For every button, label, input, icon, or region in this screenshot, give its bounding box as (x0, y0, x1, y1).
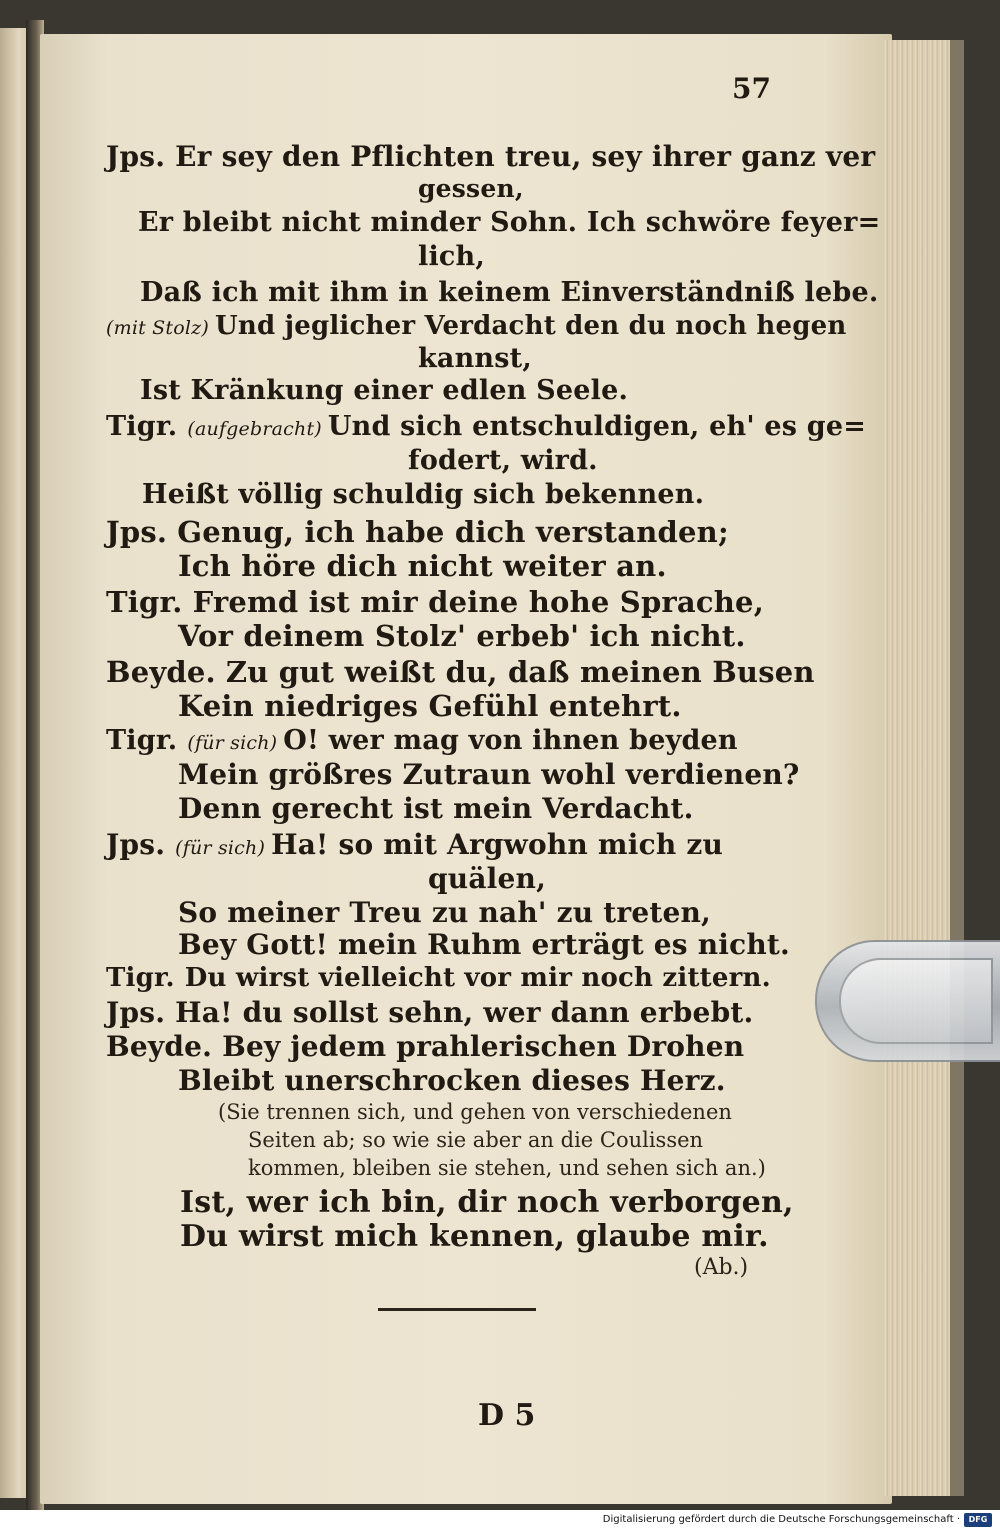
text-line (418, 342, 532, 375)
text-line (106, 586, 764, 619)
verse-text: Kein niedriges Gefühl entehrt. (178, 689, 682, 723)
speaker-name: Tigr. (106, 411, 178, 442)
verse-text: Ha! du sollst sehn, wer dann erbebt. (175, 996, 754, 1029)
verse-text: fodert, wird. (408, 445, 598, 476)
page-clip (815, 940, 1000, 1062)
text-line (106, 1030, 744, 1063)
verse-text: quälen, (428, 862, 547, 895)
verse-text: Ich höre dich nicht weiter an. (178, 549, 667, 583)
verse-text: Zu gut weißt du, daß meinen Busen (225, 655, 815, 689)
page-number: 57 (732, 72, 771, 105)
text-line (106, 828, 723, 865)
signature-mark: D 5 (478, 1398, 536, 1433)
verse-text: So meiner Treu zu nah' zu treten, (178, 896, 712, 929)
speaker-name: Jps. (106, 515, 168, 549)
text-line (106, 516, 729, 549)
verse-text: Daß ich mit ihm in keinem Einverständniß lebe. (140, 277, 879, 308)
verse-text: Denn gerecht ist mein Verdacht. (178, 792, 694, 825)
stage-direction-inline: (aufgebracht) (187, 418, 322, 440)
verse-text: Du wirst vielleicht vor mir noch zittern. (184, 963, 771, 993)
text-line (178, 550, 667, 583)
speaker-name: Beyde. (106, 655, 216, 689)
speaker-name: Jps. (106, 996, 166, 1029)
dfg-logo: DFG (964, 1513, 992, 1527)
page-stack-edge (884, 40, 957, 1496)
text-line (106, 656, 815, 689)
speaker-name: Beyde. (106, 1030, 213, 1063)
verse-text: Er sey den Pflichten treu, sey ihrer ganz ver (175, 140, 876, 173)
closing-line: Ist, wer ich bin, dir noch verborgen, (180, 1185, 794, 1220)
text-line (178, 896, 711, 929)
verse-text: O! wer mag von ihnen beyden (283, 725, 738, 756)
speaker-name: Tigr. (106, 963, 175, 993)
footer-bar (0, 1510, 1000, 1532)
speaker-name: Tigr. (106, 585, 183, 619)
verse-text: Genug, ich habe dich verstanden; (177, 515, 729, 549)
closing-line: Du wirst mich kennen, glaube mir. (180, 1219, 769, 1254)
text-line (418, 240, 485, 273)
speaker-name: Jps. (106, 140, 166, 173)
text-line (106, 310, 846, 345)
speaker-name: Tigr. (106, 725, 178, 756)
verse-text: Vor deinem Stolz' erbeb' ich nicht. (178, 619, 746, 653)
text-line (428, 862, 546, 895)
verse-text: gessen, (418, 174, 524, 203)
verse-text: Und sich entschuldigen, eh' es ge= (327, 411, 867, 442)
stage-direction-line: Seiten ab; so wie sie aber an die Coulissen (248, 1128, 704, 1152)
verse-text: Heißt völlig schuldig sich bekennen. (142, 479, 705, 510)
verse-text: Mein größres Zutraun wohl verdienen? (178, 758, 800, 791)
verse-text: Bey Gott! mein Ruhm erträgt es nicht. (178, 928, 790, 961)
text-line (106, 962, 771, 995)
text-line (178, 758, 800, 791)
text-line (142, 478, 704, 511)
text-line (138, 206, 880, 239)
text-line (178, 792, 694, 825)
stage-direction-line: (Sie trennen sich, und gehen von verschiedenen (218, 1100, 732, 1124)
text-line (178, 1064, 726, 1097)
stage-direction-inline: (für sich) (187, 732, 278, 754)
speaker-name: Jps. (106, 828, 166, 861)
verse-text: Ha! so mit Argwohn mich zu (271, 828, 724, 861)
text-line (178, 928, 790, 961)
text-line (408, 444, 598, 477)
stage-direction-inline: (mit Stolz) (106, 317, 209, 339)
verse-text: lich, (418, 241, 485, 272)
text-line (140, 374, 628, 407)
text-line (178, 690, 682, 723)
verse-text: Fremd ist mir deine hohe Sprache, (192, 585, 764, 619)
funding-credit: Digitalisierung gefördert durch die Deutsche Forschungsgemeinschaft · (602, 1514, 960, 1525)
text-line (140, 276, 878, 309)
stage-direction-inline: (für sich) (175, 837, 266, 859)
text-line (418, 172, 524, 205)
text-line (106, 410, 866, 446)
verse-text: Bleibt unerschrocken dieses Herz. (178, 1064, 726, 1097)
exit-direction: (Ab.) (694, 1255, 749, 1280)
end-rule (378, 1308, 536, 1311)
text-line (106, 996, 753, 1029)
text-line (106, 140, 875, 173)
text-line (178, 620, 746, 653)
page-clip-inner (839, 958, 993, 1044)
cover-edge (950, 40, 964, 1496)
verse-text: Ist Kränkung einer edlen Seele. (140, 375, 629, 406)
verse-text: Bey jedem prahlerischen Drohen (222, 1030, 745, 1063)
stage-direction-line: kommen, bleiben sie stehen, und sehen sich an.) (248, 1156, 766, 1180)
text-line (106, 724, 738, 760)
verse-text: Und jeglicher Verdacht den du noch hegen (214, 311, 847, 341)
verse-text: Er bleibt nicht minder Sohn. Ich schwöre feyer= (138, 207, 881, 238)
verse-text: kannst, (418, 343, 532, 374)
